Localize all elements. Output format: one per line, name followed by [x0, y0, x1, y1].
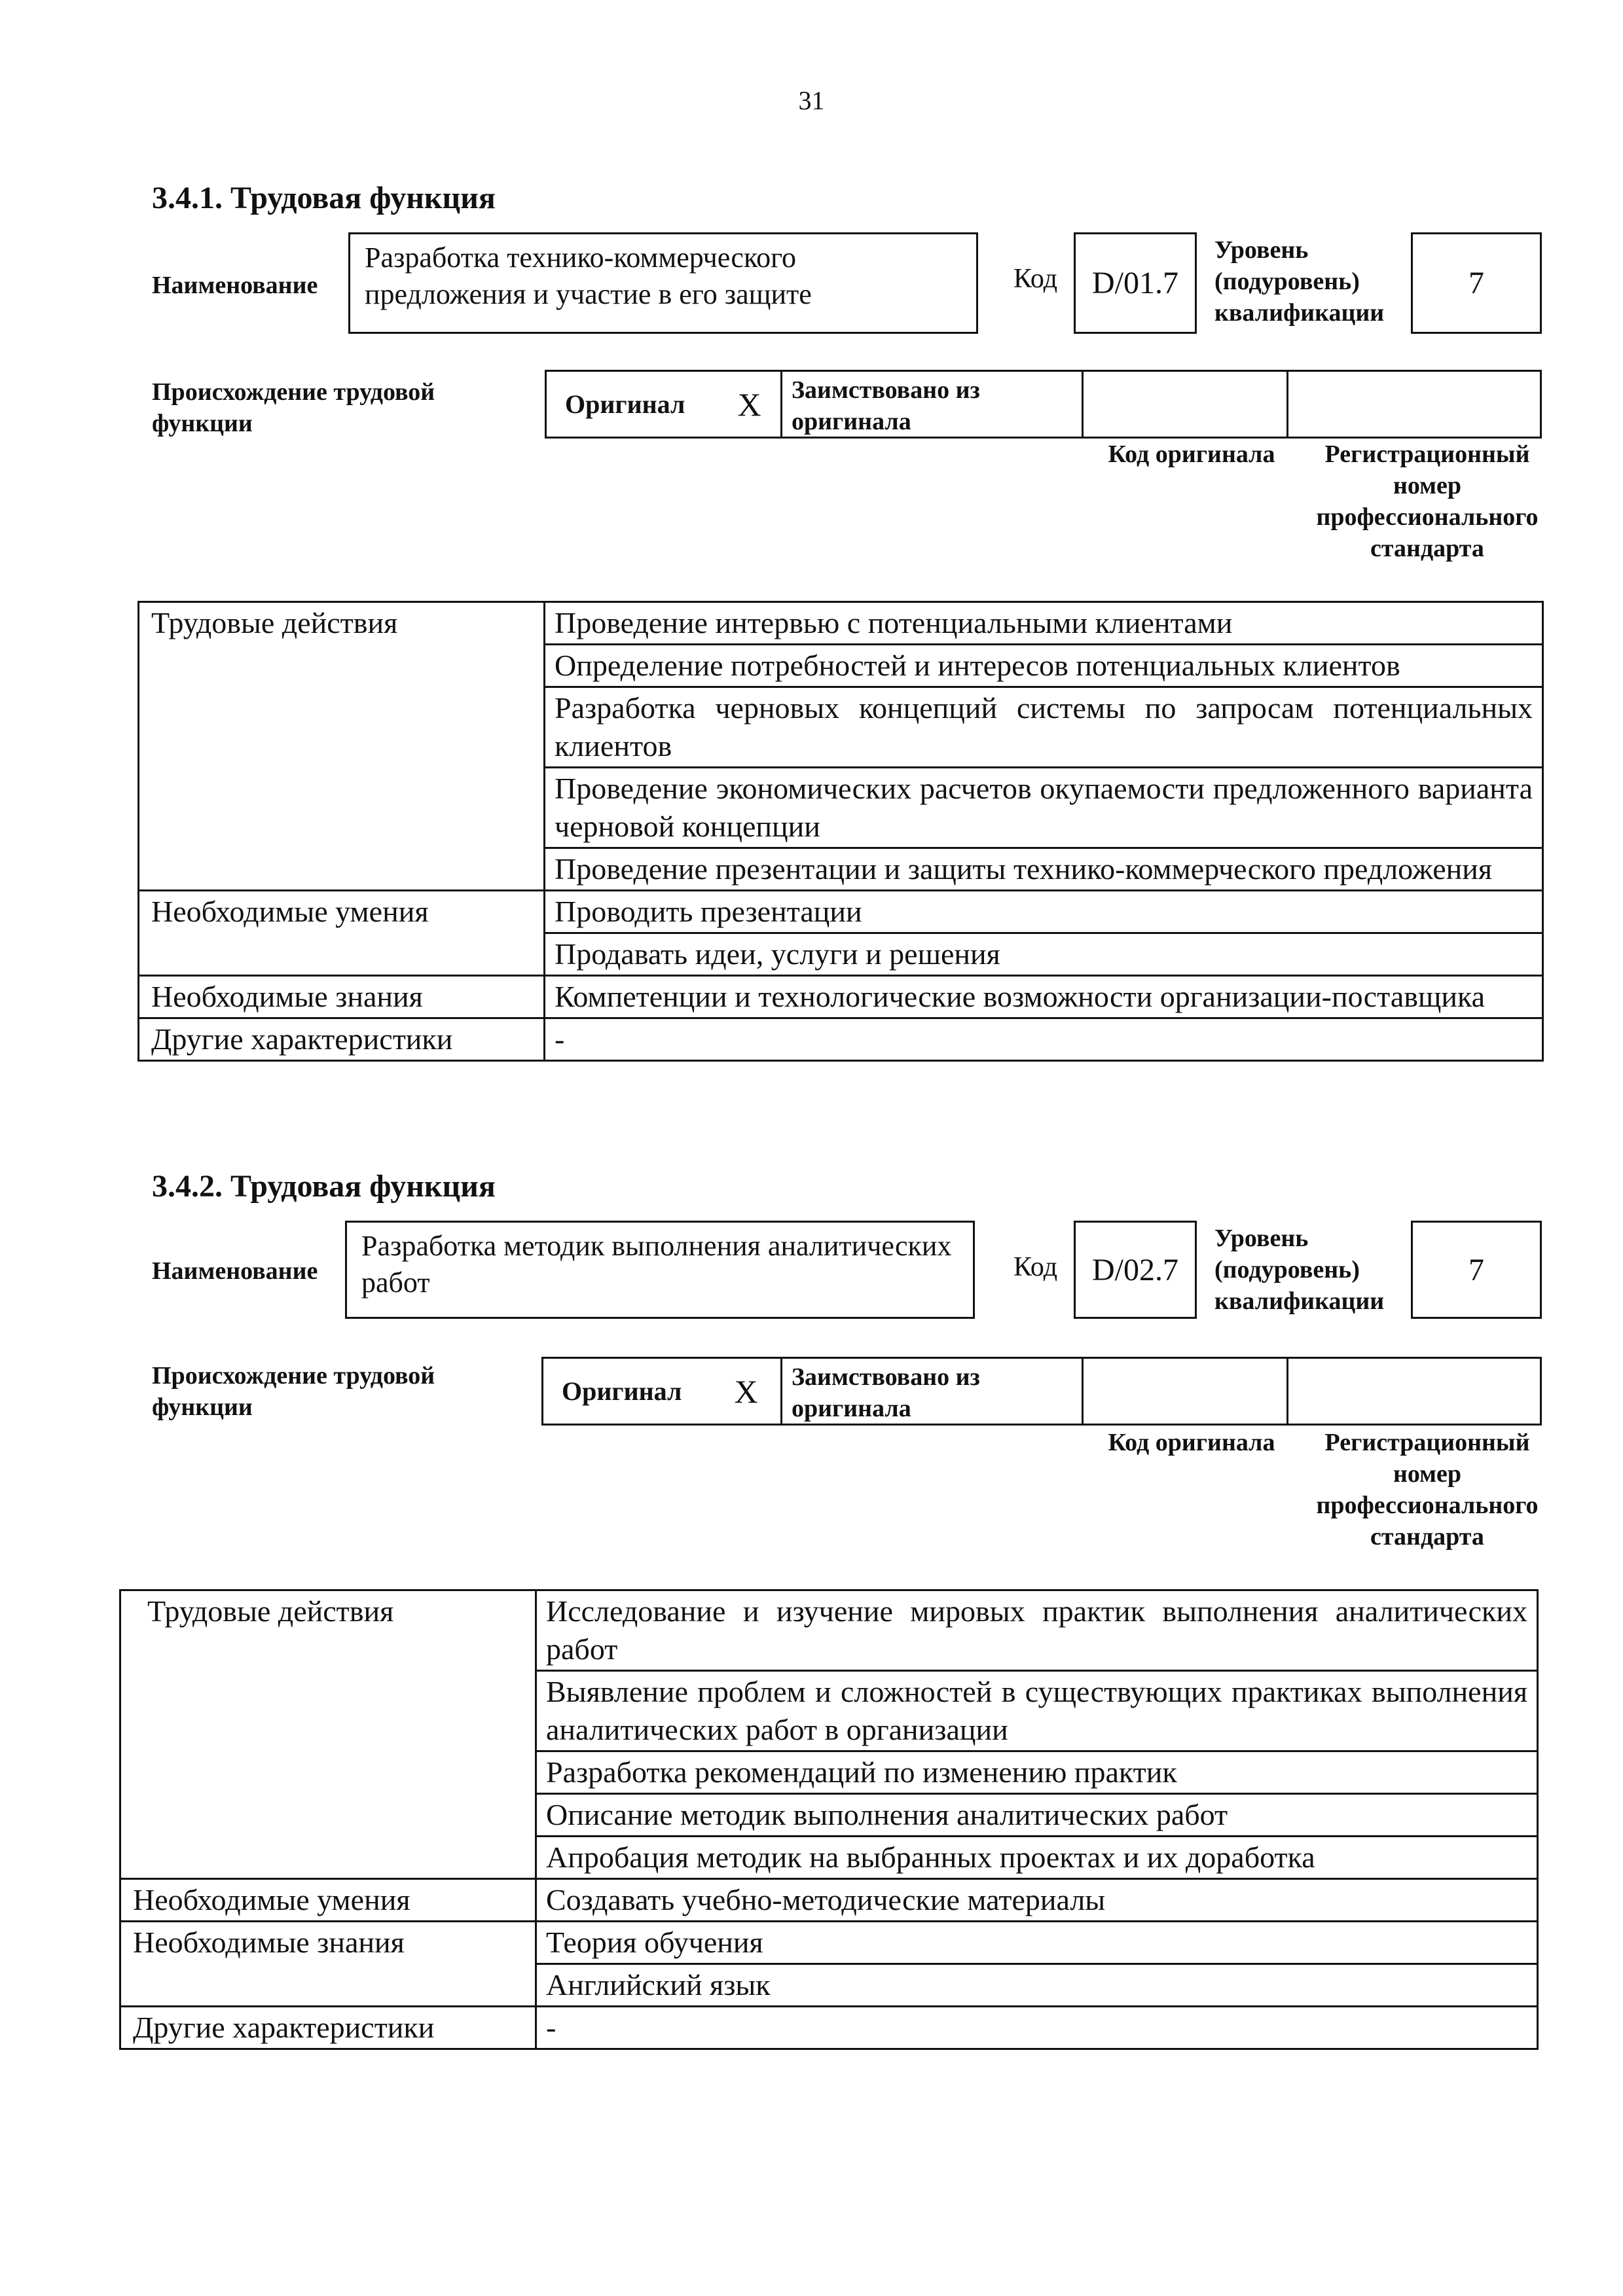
action-item: Разработка рекомендаций по изменению практик [536, 1751, 1538, 1794]
skills-label: Необходимые умения [120, 1879, 536, 1922]
caption-reg-number: Регистрационный номер профессионального стандарта [1316, 1429, 1539, 1551]
page-number: 31 [798, 86, 825, 115]
action-item: Определение потребностей и интересов потенциальных клиентов [545, 645, 1543, 687]
action-item: Исследование и изучение мировых практик выполнения аналитических работ [536, 1590, 1538, 1671]
code-label: Код [1013, 264, 1058, 294]
level-value-box: 7 [1411, 1221, 1542, 1319]
code-value-box: D/01.7 [1074, 232, 1197, 334]
origin-mark: X [737, 386, 761, 423]
caption-original-code: Код оригинала [1108, 440, 1275, 468]
knowledge-item: Компетенции и технологические возможности организации-поставщика [545, 976, 1543, 1018]
origin-original-cell [547, 372, 782, 437]
section-title: 3.4.1. Трудовая функция [152, 181, 496, 215]
origin-label: Происхождение трудовой функции [152, 1362, 435, 1421]
origin-row [545, 370, 1542, 439]
origin-label: Происхождение трудовой функции [152, 378, 435, 437]
origin-mark: X [734, 1372, 758, 1410]
name-label: Наименование [152, 1257, 318, 1285]
origin-original-text: Оригинал [562, 1376, 682, 1406]
origin-borrowed-cell: Заимствовано из оригинала [782, 1359, 1084, 1424]
knowledge-label: Необходимые знания [120, 1922, 536, 2007]
function-name-box: Разработка методик выполнения аналитических работ [345, 1221, 975, 1319]
skill-item: Продавать идеи, услуги и решения [545, 933, 1543, 976]
origin-original-cell [543, 1359, 782, 1424]
origin-reg-cell [1288, 1359, 1540, 1424]
origin-original-text: Оригинал [565, 389, 685, 419]
origin-code-cell [1084, 372, 1288, 437]
origin-reg-cell [1288, 372, 1540, 437]
other-value: - [545, 1018, 1543, 1061]
code-value-box: D/02.7 [1074, 1221, 1197, 1319]
labor-function-table [119, 1589, 1539, 2050]
skill-item: Проводить презентации [545, 891, 1543, 933]
level-label: Уровень (подуровень) квалификации [1214, 236, 1385, 327]
level-label: Уровень (подуровень) квалификации [1214, 1225, 1385, 1315]
section-title: 3.4.2. Трудовая функция [152, 1169, 496, 1204]
caption-reg-number: Регистрационный номер профессионального стандарта [1316, 440, 1539, 562]
action-item: Разработка черновых концепций системы по запросам потенциальных клиентов [545, 687, 1543, 768]
other-label: Другие характеристики [139, 1018, 545, 1061]
other-value: - [536, 2007, 1538, 2049]
code-label: Код [1013, 1252, 1058, 1282]
action-item: Проведение экономических расчетов окупаемости предложенного варианта черновой концепции [545, 768, 1543, 848]
skills-label: Необходимые умения [139, 891, 545, 976]
action-item: Проведение интервью с потенциальными клиентами [545, 602, 1543, 645]
function-name-box: Разработка технико-коммерческого предложения и участие в его защите [348, 232, 978, 334]
knowledge-item: Английский язык [536, 1964, 1538, 2007]
caption-original-code: Код оригинала [1108, 1429, 1275, 1456]
action-item: Выявление проблем и сложностей в существующих практиках выполнения аналитических работ в организации [536, 1671, 1538, 1751]
actions-label: Трудовые действия [139, 602, 545, 891]
skill-item: Создавать учебно-методические материалы [536, 1879, 1538, 1922]
level-value-box: 7 [1411, 232, 1542, 334]
origin-row [541, 1357, 1542, 1426]
action-item: Апробация методик на выбранных проектах и их доработка [536, 1837, 1538, 1879]
other-label: Другие характеристики [120, 2007, 536, 2049]
actions-label: Трудовые действия [120, 1590, 536, 1879]
knowledge-label: Необходимые знания [139, 976, 545, 1018]
name-label: Наименование [152, 272, 318, 299]
action-item: Проведение презентации и защиты технико-коммерческого предложения [545, 848, 1543, 891]
knowledge-item: Теория обучения [536, 1922, 1538, 1964]
origin-borrowed-cell: Заимствовано из оригинала [782, 372, 1084, 437]
action-item: Описание методик выполнения аналитических работ [536, 1794, 1538, 1837]
origin-code-cell [1084, 1359, 1288, 1424]
labor-function-table [137, 601, 1544, 1062]
